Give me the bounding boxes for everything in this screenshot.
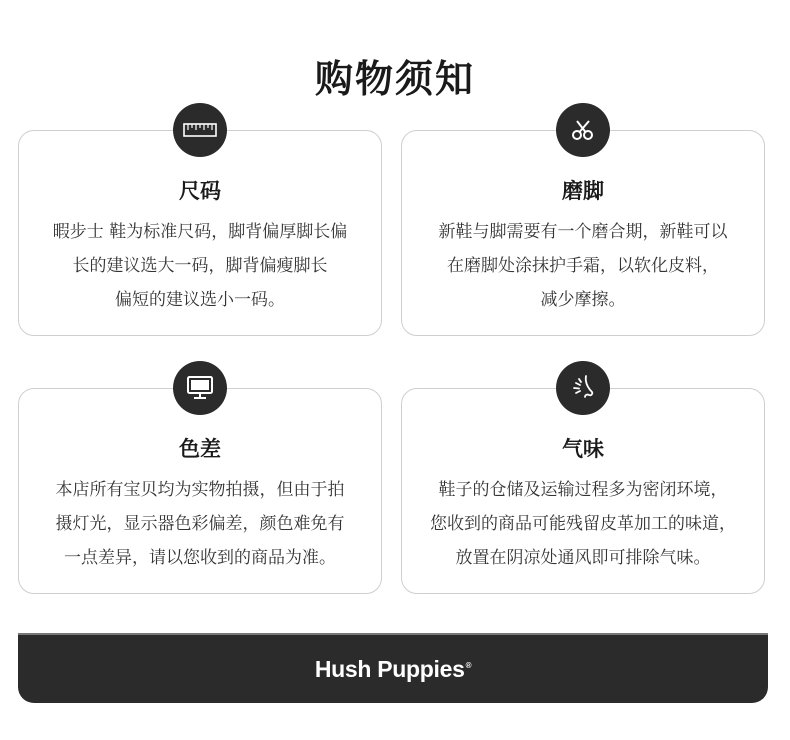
ruler-icon: [173, 103, 227, 157]
card-text-line: 一点差异，请以您收到的商品为准。: [64, 548, 336, 568]
card-text-line: 您收到的商品可能残留皮革加工的味道，: [430, 514, 736, 534]
info-card-size: [18, 130, 382, 336]
card-text-line: 鞋子的仓储及运输过程多为密闭环境，: [438, 480, 728, 500]
scissors-icon: [556, 103, 610, 157]
card-text-line: 长的建议选大一码，脚背偏瘦脚长: [72, 256, 328, 276]
card-title: 磨脚: [562, 179, 604, 203]
card-description: [408, 215, 758, 317]
monitor-icon: [173, 361, 227, 415]
card-title: 尺码: [179, 179, 221, 203]
card-description: [25, 473, 375, 575]
trademark-symbol: ®: [465, 660, 472, 670]
nose-smell-icon: [556, 361, 610, 415]
brand-name: Hush Puppies: [314, 655, 465, 682]
brand-footer-bar: [18, 633, 768, 703]
card-text-line: 暇步士 鞋为标准尺码，脚背偏厚脚长偏: [52, 222, 348, 242]
card-title: 色差: [179, 437, 221, 461]
card-text-line: 新鞋与脚需要有一个磨合期，新鞋可以: [438, 222, 728, 242]
info-card-color: [18, 388, 382, 594]
brand-logo: [315, 656, 471, 683]
card-text-line: 减少摩擦。: [540, 290, 626, 310]
card-title: 气味: [562, 437, 604, 461]
card-text-line: 本店所有宝贝均为实物拍摄，但由于拍: [55, 480, 345, 500]
card-description: [25, 215, 375, 317]
card-text-line: 偏短的建议选小一码。: [115, 290, 285, 310]
page-title: 购物须知: [314, 57, 475, 101]
card-text-line: 放置在阴凉处通风即可排除气味。: [455, 548, 711, 568]
info-card-break-in: [401, 130, 765, 336]
info-card-smell: [401, 388, 765, 594]
card-text-line: 在磨脚处涂抹护手霜，以软化皮料，: [447, 256, 719, 276]
card-description: [408, 473, 758, 575]
card-text-line: 摄灯光，显示器色彩偏差，颜色难免有: [55, 514, 345, 534]
